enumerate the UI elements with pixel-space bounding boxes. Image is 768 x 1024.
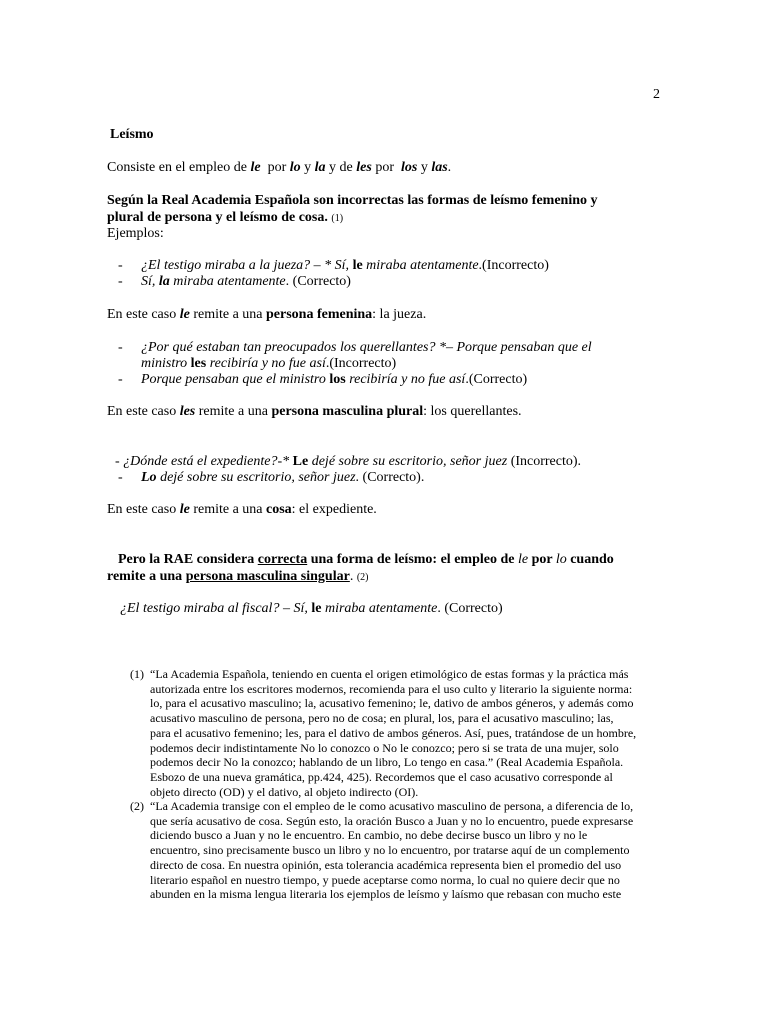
footnote-ref-2: (2) <box>356 572 369 583</box>
exception-line2: remite a una persona masculina singular. (2) <box>107 569 369 584</box>
footnote-line: podemos decir No la conozco; hablando de un libro, Lo tengo en casa.” (Real Academia Española. <box>150 755 624 770</box>
rae-statement-line2: plural de persona y el leísmo de cosa. (1) <box>107 210 344 225</box>
example-2b: Porque pensaban que el ministro los recibiría y no fue así.(Correcto) <box>141 372 528 387</box>
footnote-line: lo, para el acusativo masculino; la, acusativo femenino; le, dativo de ambos géneros, y además como <box>150 696 634 711</box>
footnote-number: (1) <box>130 667 144 681</box>
case-explanation-1: En este caso le remite a una persona femenina: la jueza. <box>107 307 427 322</box>
footnote-ref-1: (1) <box>331 213 344 224</box>
bullet: - <box>118 470 123 485</box>
footnote-number: (2) <box>130 799 144 813</box>
footnote-line: acusativo masculino de persona, pero no de cosa; en plural, los, para el acusativo masculino; las, <box>150 711 614 726</box>
footnote-line: diciendo busco a Juan y no le encuentro. En cambio, no debe decirse busco un libro y no le <box>150 828 588 843</box>
page-number: 2 <box>653 87 660 102</box>
example-3a: - ¿Dónde está el expediente?-* Le dejé sobre su escritorio, señor juez (Incorrecto). <box>115 454 582 469</box>
footnote-line: directo de cosa. En nuestra opinión, esta tolerancia académica representa bien el promedio del uso <box>150 857 622 872</box>
footnote-line: “La Academia transige con el empleo de le como acusativo masculino de persona, a diferencia de lo, <box>150 799 634 813</box>
example-1b: Sí, la miraba atentamente. (Correcto) <box>141 274 351 289</box>
page-title: Leísmo <box>110 127 154 142</box>
case-explanation-3: En este caso le remite a una cosa: el expediente. <box>107 502 377 517</box>
footnote-line: Esbozo de una nueva gramática, pp.424, 425). Recordemos que el caso acusativo corresponde al <box>150 769 613 784</box>
examples-label: Ejemplos: <box>107 226 164 241</box>
footnote-line: literario español en nuestro tiempo, y puede aceptarse como norma, lo cual no quiere decir que no <box>150 872 620 887</box>
footnote-line: “La Academia Española, teniendo en cuenta el origen etimológico de estas formas y la práctica más <box>150 667 629 681</box>
footnote-line: abunden en la misma lengua literaria los ejemplos de leísmo y laísmo que rebasan con mucho este <box>150 887 622 902</box>
rae-statement-line1: Según la Real Academia Española son incorrectas las formas de leísmo femenino y <box>107 193 598 208</box>
bullet: - <box>118 372 123 387</box>
bullet: - <box>118 258 123 273</box>
bullet: - <box>118 340 123 355</box>
exception-line1: Pero la RAE considera correcta una forma de leísmo: el empleo de le por lo cuando <box>118 552 614 567</box>
footnote-line: podemos decir indistintamente No lo conozco o No le conozco; pero si se trata de una mujer, solo <box>150 740 619 755</box>
example-3b: Lo dejé sobre su escritorio, señor juez. (Correcto). <box>141 470 425 485</box>
bullet: - <box>118 274 123 289</box>
definition: Consiste en el empleo de le por lo y la y de les por los y las. <box>107 160 452 175</box>
footnote-line: objeto directo (OD) y el dativo, al objeto indirecto (OI). <box>150 784 419 799</box>
example-1a: ¿El testigo miraba a la jueza? – * Sí, le miraba atentamente.(Incorrecto) <box>141 258 549 273</box>
example-4: ¿El testigo miraba al fiscal? – Sí, le miraba atentamente. (Correcto) <box>120 601 503 616</box>
footnote-1 <box>150 667 636 799</box>
case-explanation-2: En este caso les remite a una persona masculina plural: los querellantes. <box>107 404 522 419</box>
footnote-line: autorizada entre los escritores modernos, recomienda para el uso culto y literario la siguiente norma: <box>150 681 633 696</box>
footnote-line: para el acusativo femenino; les, para el dativo de ambos géneros. Así, pues, tratándose de un hombre, <box>150 725 637 740</box>
footnote-line: que sería acusativo de cosa. Según esto, la oración Busco a Juan y no lo encuentro, puede expresarse <box>150 813 634 828</box>
footnote-2 <box>150 799 633 902</box>
example-2a-line1: ¿Por qué estaban tan preocupados los querellantes? *– Porque pensaban que el <box>141 340 592 355</box>
example-2a-line2: ministro les recibiría y no fue así.(Incorrecto) <box>141 356 397 371</box>
footnote-line: encuentro, sino precisamente busco un libro y no lo encuentro, por tratarse aquí de un complemento <box>150 843 630 858</box>
